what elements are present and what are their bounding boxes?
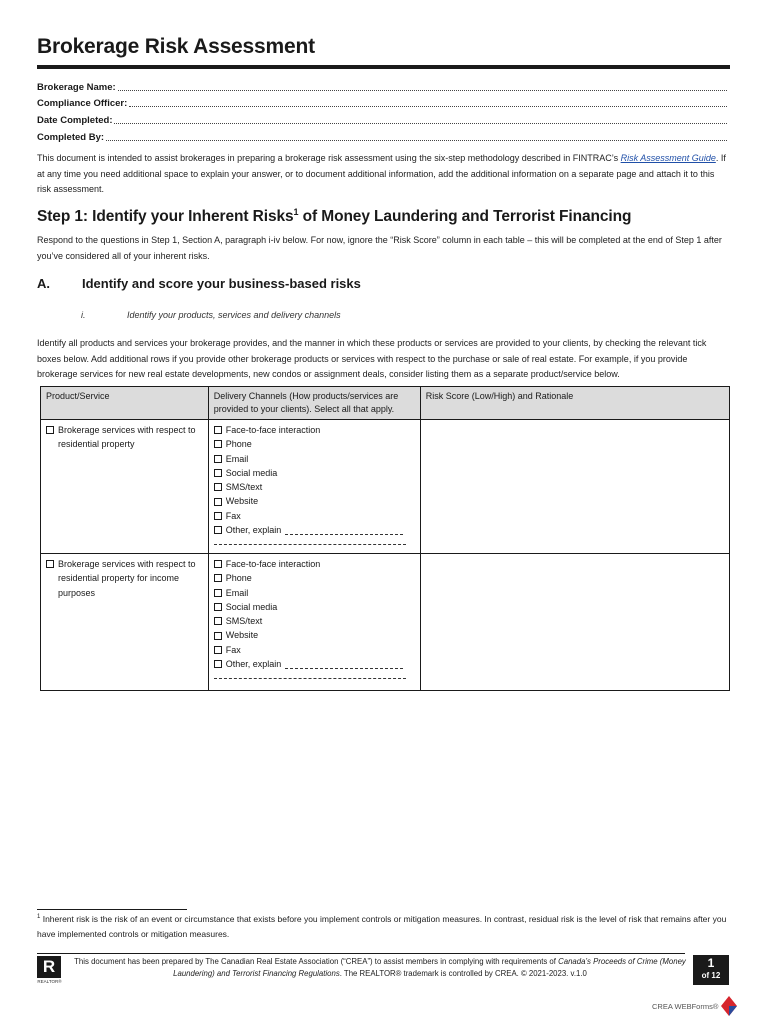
date-completed-label: Date Completed: (37, 115, 113, 126)
realtor-logo: R REALTOR® (37, 957, 62, 984)
checkbox-channel[interactable] (214, 455, 222, 463)
checkbox-channel[interactable] (214, 646, 222, 654)
checkbox-channel[interactable] (214, 574, 222, 582)
risk-assessment-guide-link[interactable]: Risk Assessment Guide (620, 153, 716, 163)
footnote-ref: 1 (293, 206, 299, 217)
product-cell (41, 554, 209, 691)
section-a-heading: A. Identify and score your business-based risks (37, 276, 361, 291)
channels-cell: Face-to-face interaction Phone Email Social media SMS/text Website Fax Other, explain (208, 554, 420, 691)
checkbox-channel[interactable] (214, 469, 222, 477)
webforms-diamond-icon (721, 996, 737, 1016)
footnote-rule (37, 909, 187, 910)
brokerage-name-field[interactable] (37, 80, 727, 93)
checkbox-channel[interactable] (214, 660, 222, 668)
page-number-badge (693, 955, 729, 985)
footer-disclaimer: This document has been prepared by The Canadian Real Estate Association (“CREA”) to assist members in complying with requirements of Canada’s Proceeds of Crime (Money Laundering) and Terrorist Financing Regulations. The REALTOR® trademark is controlled by CREA. © 2021-2023. v.1.0 (74, 957, 686, 978)
other-explain-line[interactable] (214, 671, 406, 679)
checkbox-product-residential[interactable] (46, 426, 54, 434)
completed-by-label: Completed By: (37, 132, 105, 143)
step1-instructions: Respond to the questions in Step 1, Section A, paragraph i-iv below. For now, ignore the “Risk Score” column in each table – this will be completed at the end of Step 1 after you’ve considered all of your inherent risks. (37, 235, 722, 261)
checkbox-channel[interactable] (214, 483, 222, 491)
risk-score-cell[interactable] (420, 420, 729, 554)
header-product-service: Product/Service (41, 387, 209, 420)
checkbox-channel[interactable] (214, 426, 222, 434)
checkbox-channel[interactable] (214, 560, 222, 568)
page-title: Brokerage Risk Assessment (37, 35, 315, 58)
checkbox-channel[interactable] (214, 632, 222, 640)
brokerage-name-label: Brokerage Name: (37, 82, 116, 93)
page-total: of 12 (701, 971, 721, 980)
date-completed-field[interactable] (37, 113, 727, 126)
table-row (41, 554, 730, 691)
product-label: Brokerage services with respect to residential property for income purposes (58, 559, 196, 598)
title-rule (37, 65, 730, 69)
completed-by-field[interactable] (37, 130, 727, 143)
checkbox-channel[interactable] (214, 498, 222, 506)
checkbox-channel[interactable] (214, 512, 222, 520)
crea-webforms-logo: CREA WEBForms® (652, 996, 737, 1016)
compliance-officer-field[interactable] (37, 96, 727, 109)
header-risk-score: Risk Score (Low/High) and Rationale (420, 387, 729, 420)
checkbox-channel[interactable] (214, 603, 222, 611)
checkbox-channel[interactable] (214, 617, 222, 625)
product-cell (41, 420, 209, 554)
table-row (41, 420, 730, 554)
channels-cell: Face-to-face interaction Phone Email Social media SMS/text Website Fax Other, explain (208, 420, 420, 554)
footnote: $^1$ Inherent risk is the risk of an event or circumstance that exists before you implement controls or mitigation measures. In contrast, residual risk is the level of risk that remains after you have implemented controls or mitigation measures. (37, 914, 727, 939)
footer-rule (37, 953, 685, 954)
other-explain-line[interactable] (214, 537, 406, 545)
other-explain-line[interactable] (285, 660, 403, 669)
checkbox-product-income[interactable] (46, 560, 54, 568)
step1-heading: Step 1: Identify your Inherent Risks$^1$ of Money Laundering and Terrorist Financing (37, 206, 632, 225)
page-number: 1 (707, 956, 715, 970)
header-delivery-channels: Delivery Channels (How products/services are provided to your clients). Select all that apply. (208, 387, 420, 420)
checkbox-channel[interactable] (214, 589, 222, 597)
product-label: Brokerage services with respect to residential property (58, 425, 196, 450)
compliance-officer-label: Compliance Officer: (37, 98, 128, 109)
other-explain-line[interactable] (285, 526, 403, 535)
intro-paragraph: This document is intended to assist brokerages in preparing a brokerage risk assessment using the six-step methodology described in FINTRAC’s Risk Assessment Guide. If at any time you need additional space to explain your answer, or to document additional information, add the additional information on a separate page and attach it to this risk assessment. (37, 153, 726, 194)
checkbox-channel[interactable] (214, 440, 222, 448)
products-table (40, 386, 730, 691)
realtor-r-icon: R (37, 956, 61, 978)
risk-score-cell[interactable] (420, 554, 729, 691)
subsection-i-heading: i. Identify your products, services and delivery channels (81, 310, 341, 320)
table-header-row (41, 387, 730, 420)
checkbox-channel[interactable] (214, 526, 222, 534)
section-a-body: Identify all products and services your brokerage provides, and the manner in which these products or services are provided to your clients, by checking the relevant tick boxes below. Add additional rows if you provide other brokerage products or services with respect to the purchase or sale of real estate. For example, if you provide brokerage services for new real estate developments, new condos or assignment deals, consider listing them as a separate product/service below. (37, 338, 707, 379)
